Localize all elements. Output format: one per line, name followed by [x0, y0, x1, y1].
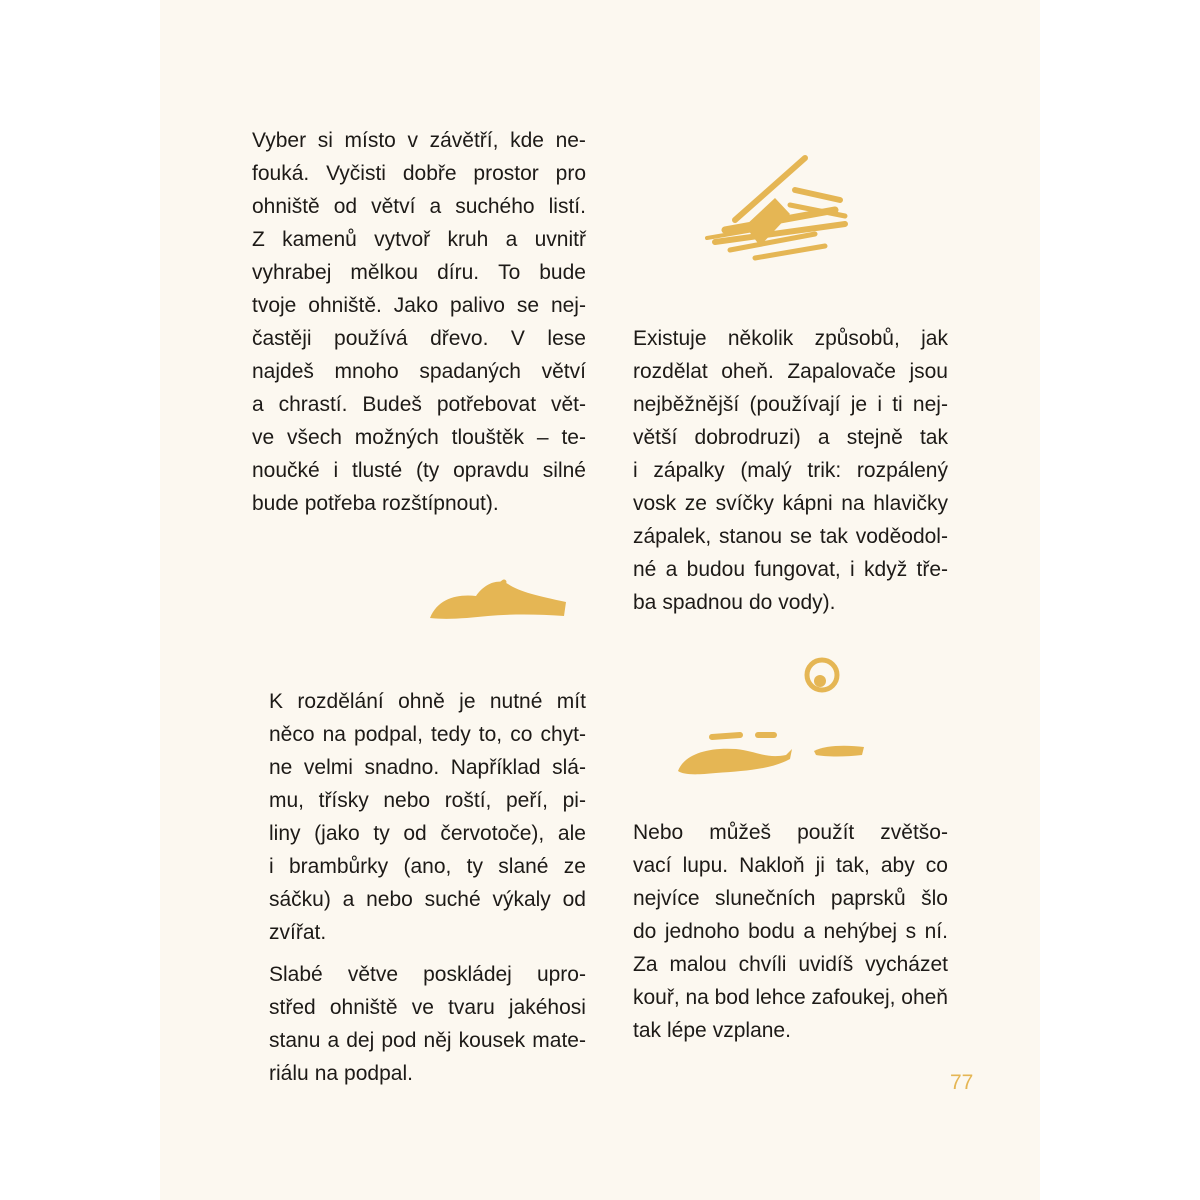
text-line: ve všech možných tlouštěk – te-	[252, 426, 586, 449]
text-line: nejvíce slunečních paprsků šlo	[633, 887, 948, 910]
text-line: riálu na podpal.	[269, 1062, 413, 1085]
text-line: do jednoho bodu a nehýbej s ní.	[633, 920, 948, 943]
text-line: a chrastí. Budeš potřebovat vět-	[252, 393, 586, 416]
right-column-lower	[616, 816, 948, 1056]
page-number: 77	[950, 1071, 974, 1094]
text-line: i brambůrky (ano, ty slané ze	[269, 855, 586, 878]
text-line: větší dobrodruzi) a stejně tak	[633, 426, 948, 449]
text-line: fouká. Vyčisti dobře prostor pro	[252, 162, 586, 185]
text-line: vací lupu. Nakloň ji tak, aby co	[633, 854, 948, 877]
text-line: liny (jako ty od červotoče), ale	[269, 822, 586, 845]
right-column	[616, 322, 948, 628]
text-line: ba spadnou do vody).	[633, 591, 836, 614]
text-line: něco na podpal, tedy to, co chyt-	[269, 723, 586, 746]
text-line: Za malou chvíli uvidíš vycházet	[633, 953, 948, 976]
magnifier-sun-illustration	[676, 655, 876, 785]
text-line: nejběžnější (používají je i ti nej-	[633, 393, 948, 416]
left-column	[252, 124, 586, 529]
text-line: Slabé větve poskládej upro-	[269, 963, 586, 986]
text-line: sáčku) a nebo suché výkaly od	[269, 888, 586, 911]
text-line: tvoje ohniště. Jako palivo se nej-	[252, 294, 586, 317]
text-line: zápalek, stanou se tak voděodol-	[633, 525, 948, 548]
left-column-lower	[252, 685, 586, 1099]
text-line: mu, třísky nebo roští, peří, pi-	[269, 789, 586, 812]
text-line: stanu a dej pod něj kousek mate-	[269, 1029, 586, 1052]
text-line: střed ohniště ve tvaru jakéhosi	[269, 996, 586, 1019]
text-line: zvířat.	[269, 921, 327, 944]
text-line: bude potřeba rozštípnout).	[252, 492, 499, 515]
tent-of-sticks-illustration	[695, 150, 855, 270]
text-line: ne velmi snadno. Například slá-	[269, 756, 586, 779]
paragraph-campfire-site	[252, 124, 586, 520]
paragraph-tent-build	[252, 958, 586, 1090]
text-line: rozdělat oheň. Zapalovače jsou	[633, 360, 948, 383]
text-line: Z kamenů vytvoř kruh a uvnitř	[252, 228, 586, 251]
text-line: Vyber si místo v závětří, kde ne-	[252, 129, 586, 152]
text-line: K rozdělání ohně je nutné mít	[269, 690, 586, 713]
text-line: vyhrabej mělkou díru. To bude	[252, 261, 586, 284]
text-line: kouř, na bod lehce zafoukej, oheň	[633, 986, 948, 1009]
text-line: vosk ze svíčky kápni na hlavičky	[633, 492, 948, 515]
text-line: častěji používá dřevo. V lese	[252, 327, 586, 350]
text-line: i zápalky (malý trik: rozpálený	[633, 459, 948, 482]
text-line: né a budou fungovat, i když tře-	[633, 558, 948, 581]
paragraph-kindling	[252, 685, 586, 949]
text-line: Existuje několik způsobů, jak	[633, 327, 948, 350]
text-line: tak lépe vzplane.	[633, 1019, 791, 1042]
text-line: ohniště od větví a suchého listí.	[252, 195, 586, 218]
kindling-pile-illustration	[428, 572, 568, 624]
text-line: noučké i tlusté (ty opravdu silné	[252, 459, 586, 482]
paragraph-lighting-methods	[616, 322, 948, 619]
text-line: najdeš mnoho spadaných větví	[252, 360, 586, 383]
paragraph-magnifier	[616, 816, 948, 1047]
text-line: Nebo můžeš použít zvětšo-	[633, 821, 948, 844]
